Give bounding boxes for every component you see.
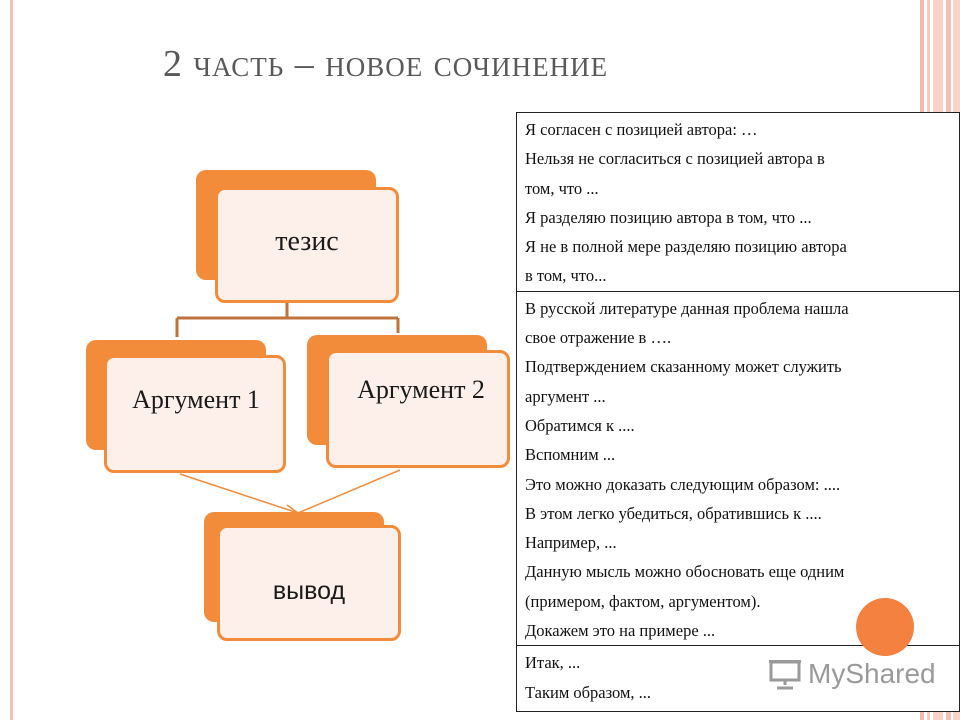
- phrase-line: Докажем это на примере ...: [525, 621, 716, 641]
- thesis-phrases-cell: [517, 113, 960, 292]
- table-row: [517, 291, 960, 646]
- phrase-line: В этом легко убедиться, обратившись к ....: [525, 503, 822, 523]
- argument2-label: Аргумент 2: [357, 375, 485, 404]
- phrase-line: Подтверждением сказанному может служить: [525, 357, 842, 377]
- table-row: [517, 113, 960, 292]
- argument1-node: [104, 355, 286, 473]
- phrase-line: Таким образом, ...: [525, 682, 652, 702]
- argument-phrases-cell: [517, 291, 960, 646]
- watermark: [768, 654, 936, 694]
- thesis-label: тезис: [275, 226, 339, 257]
- left-border-line: [10, 0, 13, 720]
- phrase-line: свое отражение в ….: [525, 328, 672, 348]
- phrase-line: в том, что...: [525, 266, 607, 286]
- phrase-line: В русской литературе данная проблема нашла: [525, 298, 849, 318]
- argument2-node: [326, 350, 510, 468]
- phrase-line: аргумент ...: [525, 386, 606, 406]
- phrase-line: (примером, фактом, аргументом).: [525, 591, 761, 611]
- decorative-circle: [856, 598, 914, 656]
- phrase-line: Обратимся к ....: [525, 415, 635, 435]
- phrase-line: Данную мысль можно обосновать еще одним: [525, 562, 845, 582]
- conclusion-label: вывод: [272, 577, 346, 605]
- phrase-line: Вспомним ...: [525, 445, 616, 465]
- phrase-line: Например, ...: [525, 533, 617, 553]
- phrase-line: Я разделяю позицию автора в том, что ...: [525, 207, 812, 227]
- argument1-label: Аргумент 1: [132, 385, 260, 414]
- phrase-line: том, что ...: [525, 178, 599, 198]
- phrase-line: Нельзя не согласиться с позицией автора в: [525, 149, 825, 169]
- projector-screen-icon: [768, 658, 802, 690]
- conclusion-arrows: [180, 470, 400, 514]
- phrase-line: Я согласен с позицией автора: …: [525, 120, 758, 139]
- phrase-line: Это можно доказать следующим образом: ....: [525, 474, 841, 494]
- phrase-line: Итак, ...: [525, 653, 581, 673]
- phrase-line: Я не в полной мере разделяю позицию автора: [525, 237, 847, 257]
- watermark-text: MyShared: [808, 658, 936, 689]
- slide-title: 2 часть – новое сочинение: [163, 43, 609, 85]
